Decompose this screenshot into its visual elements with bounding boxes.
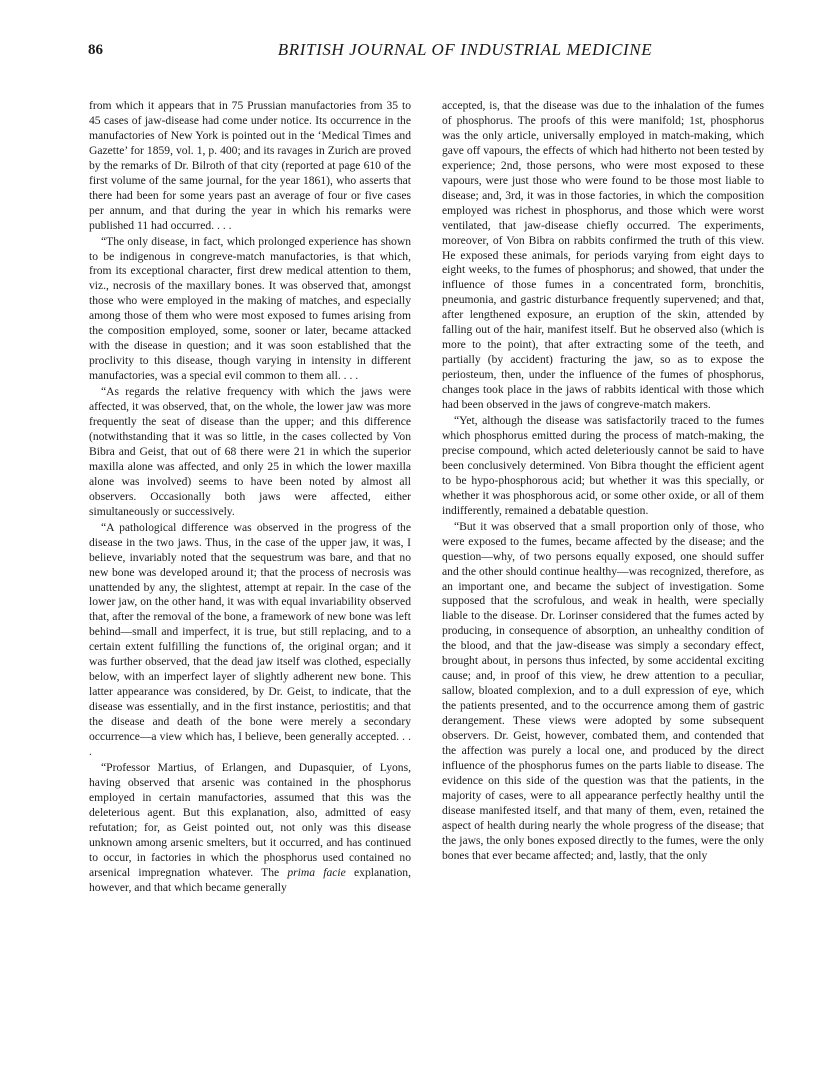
page-number: 86: [88, 42, 103, 58]
right-column: [442, 99, 764, 864]
paragraph-text: “Professor Martius, of Erlangen, and Dupasquier, of Lyons, having observed that arsenic was contained in the phosphorus employed in certain manufactories, assumed that this was the deleterious agent. But this explanation, also, admitted of easy refutation; for, as Geist pointed out, not only was this disease unknown among arsenic smelters, but it occurred, and has continued to occur, in factories in which the phosphorus used contained no arsenical impregnation whatever. The: [89, 760, 411, 879]
paragraph: “But it was observed that a small proportion only of those, who were exposed to the fumes, became affected by the disease; and the question—why, of two persons equally exposed, one should suffer and the other should continue healthy—was recognized, therefore, as an important one, and became the subject of investigation. Some supposed that the scrofulous, and weak in health, were specially liable to the disease. Dr. Lorinser considered that the fumes acted by producing, in consequence of absorption, an unhealthy condition of the blood, and that the jaw-disease was simply a secondary effect, brought about, in persons thus infected, by some accidental exciting cause; and, in proof of this view, he drew attention to a peculiar, sallow, bloated complexion, and to a dull expression of eye, which the patients presented, and to the occurrence among them of gastric derangement. These views were adopted by some subsequent observers. Dr. Geist, however, combated them, and contended that the affection was purely a local one, and produced by the direct influence of the phosphorus fumes on the parts liable to disease. The evidence on this side of the question was that the patients, in the majority of cases, were to all appearance perfectly healthy until the disease manifested itself, and that many of them, even, retained the aspect of health during nearly the whole progress of the disease; that the jaws, the only bones exposed directly to the fumes, were the only bones that ever became affected; and, lastly, that the only: [442, 519, 764, 862]
paragraph: accepted, is, that the disease was due to the inhalation of the fumes of phosphorus. The proofs of this were manifold; 1st, phosphorus was the only article, universally employed in match-making, which gave off vapours, the effects of which had hitherto not been tested by experience; 2nd, those persons, who were most exposed to these vapours, were just those who were found to be those most liable to disease; and, 3rd, it was in those factories, in which the composition employed was richest in phosphorus, and those which were worst ventilated, that jaw-disease chiefly occurred. The experiments, moreover, of Von Bibra on rabbits confirmed the truth of this view. He exposed these animals, for periods varying from eight days to eight weeks, to the fumes of phosphorus; and showed, that under the influence of those fumes in a concentrated form, bronchitis, pneumonia, and gastric disturbance frequently supervened; and that, after lengthened exposure, an eruption of the skin, attended by falling out of the hair, manifest itself. But he observed also (which is more to the point), that after extracting some of the teeth, and partially (by accident) fracturing the jaw, so as to expose the periosteum, then, under the influence of the fumes of phosphorus, changes took place in the jaws of rabbits identical with those which had been observed in the jaws of congreve-match makers.: [442, 99, 764, 412]
paragraph: “As regards the relative frequency with which the jaws were affected, it was observed, that, on the whole, the lower jaw was more frequently the seat of disease than the upper; and this difference (notwithstanding that it was so little, in the cases collected by Von Bibra and Geist, that out of 68 there were 21 in which the superior maxilla alone was affected, and only 25 in which the lower maxilla alone was involved) seems to have been noted by almost all observers. Occasionally both jaws were affected, either simultaneously or successively.: [89, 385, 411, 518]
running-head: BRITISH JOURNAL OF INDUSTRIAL MEDICINE: [277, 40, 653, 59]
paragraph: “The only disease, in fact, which prolonged experience has shown to be indigenous in congreve-match manufactories, is that which, from its exceptional character, first drew medical attention to them, viz., necrosis of the maxillary bones. It was observed that, amongst those who were employed in the making of matches, and especially among those of them who were most exposed to fumes arising from the composition employed, some, sooner or later, became attacked with the disease in question; and it was soon established that the proclivity to this disease, though varying in intensity in different manufactories, was a special evil common to them all. . . .: [89, 234, 411, 383]
paragraph: “Yet, although the disease was satisfactorily traced to the fumes which phosphorus emitted during the process of match-making, the precise compound, which acted deleteriously cannot be said to have been conclusively determined. Von Bibra thought the efficient agent to be hypo-phosphorous acid; but whether it was this specially, or whether it was phosphorous acid, or some other oxide, or all of them indifferently, remained a debatable question.: [442, 414, 764, 517]
italic-phrase: prima facie: [287, 865, 346, 879]
paragraph-text: explanation, however, and that which became generally: [89, 865, 411, 894]
paragraph: from which it appears that in 75 Prussian manufactories from 35 to 45 cases of jaw-disease had come under notice. Its occurrence in the manufactories of New York is pointed out in the ‘Medical Times and Gazette’ for 1859, vol. 1, p. 400; and its ravages in Zurich are proved by the remarks of Dr. Bilroth of that city (reported at page 610 of the first volume of the same journal, for the year 1861), who asserts that there had been for some years past an average of four or five cases per annum, and that during the year in which his remarks were published 11 had occurred. . . .: [89, 99, 411, 232]
paragraph: [89, 761, 411, 896]
paragraph: “A pathological difference was observed in the progress of the disease in the two jaws. Thus, in the case of the upper jaw, it was, I believe, invariably noted that the sequestrum was bare, and that no new bone was developed around it; that the process of necrosis was unattended by any, the slightest, attempt at repair. In the case of the lower jaw, on the other hand, it was with equal invariability observed that, after the removal of the bone, a framework of new bone was left behind—small and imperfect, it is true, but still replacing, and to a certain extent fulfilling the functions of, the original organ; and it was further observed, that the dead jaw itself was clothed, especially below, with an imperfect layer of slightly adherent new bone. This latter appearance was considered, by Dr. Geist, to indicate, that the disease was essentially, and in the first instance, periostitis; and that the disease and death of the bone were merely a secondary occurrence—a view which has, I believe, been generally accepted. . . .: [89, 520, 411, 758]
left-column: [89, 99, 411, 896]
